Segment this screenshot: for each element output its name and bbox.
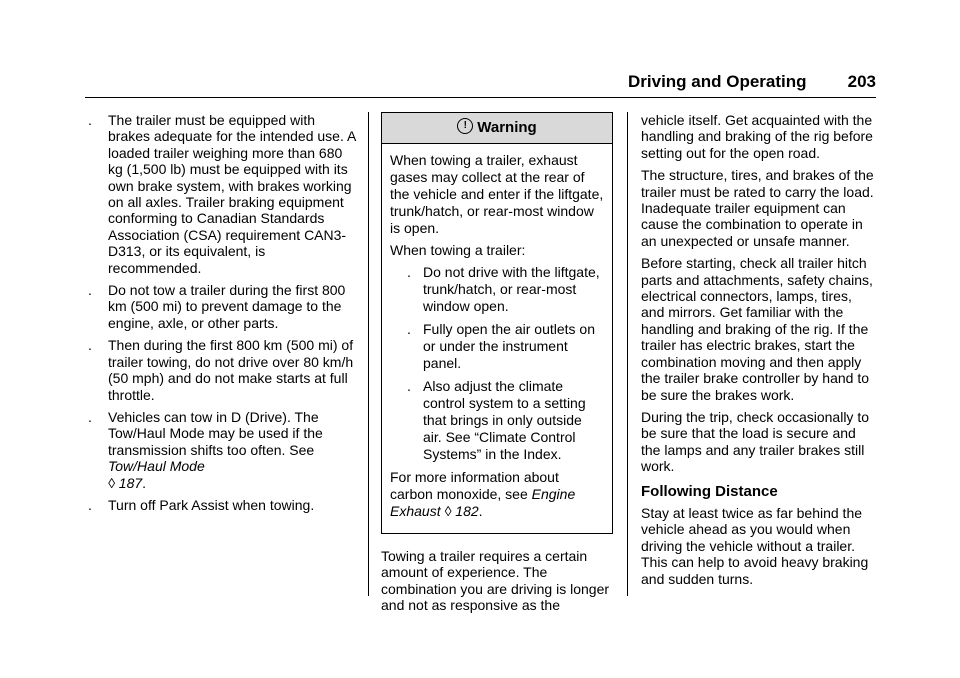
paragraph: vehicle itself. Get acquainted with the handling and braking of the rig before setting out for the open road.: [641, 112, 873, 161]
list-item: [88, 282, 360, 331]
page-number: 203: [847, 72, 876, 91]
warning-body: [382, 144, 612, 533]
paragraph: During the trip, check occasionally to be sure that the load is secure and the lamps and any trailer brakes still work.: [641, 408, 869, 475]
column-divider-2: [627, 112, 628, 596]
paragraph: The structure, tires, and brakes of the trailer must be rated to carry the load. Inadequate trailer equipment can cause the combination to operate in an unexpected or unsafe manner.: [641, 167, 874, 249]
bullet-marker: .: [88, 337, 92, 354]
warning-paragraph: When towing a trailer:: [390, 242, 526, 258]
column-divider-1: [368, 112, 369, 596]
header-rule: [85, 97, 876, 98]
column-1: [88, 112, 360, 519]
tow-haul-mode-link[interactable]: Tow/Haul Mode: [108, 458, 205, 475]
list-item: [88, 496, 360, 513]
warning-list-item: [390, 264, 604, 315]
paragraph: Stay at least twice as far behind the vehicle ahead as you would when driving the vehicle without a trailer. This can help to avoid heavy braking and sudden turns.: [641, 504, 869, 587]
list-item-text: Turn off Park Assist when towing.: [108, 496, 315, 513]
engine-exhaust-link[interactable]: Engine Exhaust: [390, 486, 576, 519]
paragraph: Before starting, check all trailer hitch parts and attachments, safety chains, electrical connectors, lamps, tires, and mirrors. Get familiar with the handling and braking of the rig. If the trailer has electric brakes, start the combination moving and then apply the trailer brake controller by hand to be sure the brakes work.: [641, 255, 873, 403]
list-item-text: Then during the first 800 km (500 mi) of trailer towing, do not drive over 80 km/h (50 mph) and do not make starts at full throttle.: [108, 337, 354, 403]
subheading: Following Distance: [641, 482, 778, 500]
bullet-marker: .: [88, 112, 92, 128]
column-2: [381, 112, 613, 620]
page-header: [628, 72, 876, 96]
list-item-text: The trailer must be equipped with brakes adequate for the intended use. A loaded trailer weighing more than 680 kg (1,500 lb) must be equipped with its own brake system, with brakes working on all axles. Trailer braking equipment conforming to Canadian Standards Association (CSA) requirement CAN3-D313, or its equivalent, is recommended.: [108, 112, 356, 276]
list-item-text: Also adjust the climate control system to a setting that brings in only outside air. See “Climate Control Systems” in the Index.: [423, 378, 586, 462]
bullet-marker: .: [407, 264, 411, 280]
bullet-marker: .: [88, 408, 92, 425]
list-item-text: Do not drive with the liftgate, trunk/hatch, or rear-most window open.: [423, 264, 600, 314]
warning-text-end: .: [478, 503, 483, 519]
warning-list-item: [390, 378, 604, 463]
page-reference[interactable]: ◊ 182: [444, 503, 479, 519]
list-item-end: .: [142, 474, 147, 491]
paragraph: Towing a trailer requires a certain amount of experience. The combination you are driving is longer and not as responsive as the: [381, 548, 610, 614]
list-item-text: Fully open the air outlets on or under the instrument panel.: [423, 321, 595, 371]
list-item: [88, 112, 360, 276]
warning-icon: !: [457, 118, 473, 134]
page-reference[interactable]: ◊ 187: [108, 474, 143, 491]
warning-title: Warning: [477, 119, 537, 136]
warning-box: [381, 112, 613, 534]
warning-paragraph: When towing a trailer, exhaust gases may collect at the rear of the vehicle and enter if the liftgate, trunk/hatch, or rear-most window is open.: [390, 152, 604, 236]
bullet-marker: .: [407, 378, 411, 394]
list-item-text: Do not tow a trailer during the first 800 km (500 mi) to prevent damage to the engine, axle, or other parts.: [108, 282, 346, 331]
warning-list-item: [390, 321, 604, 372]
list-item: [88, 408, 360, 491]
bullet-marker: .: [407, 321, 411, 337]
warning-header: [382, 113, 612, 144]
warning-text: For more information about carbon monoxide, see: [390, 469, 559, 502]
list-item-text: Vehicles can tow in D (Drive). The Tow/Haul Mode may be used if the transmission shifts too often. See: [108, 408, 323, 458]
section-title: Driving and Operating: [628, 72, 807, 91]
column-3: [641, 112, 877, 593]
warning-paragraph: [390, 469, 604, 520]
list-item: [88, 337, 360, 403]
bullet-marker: .: [88, 282, 92, 299]
bullet-marker: .: [88, 496, 92, 513]
